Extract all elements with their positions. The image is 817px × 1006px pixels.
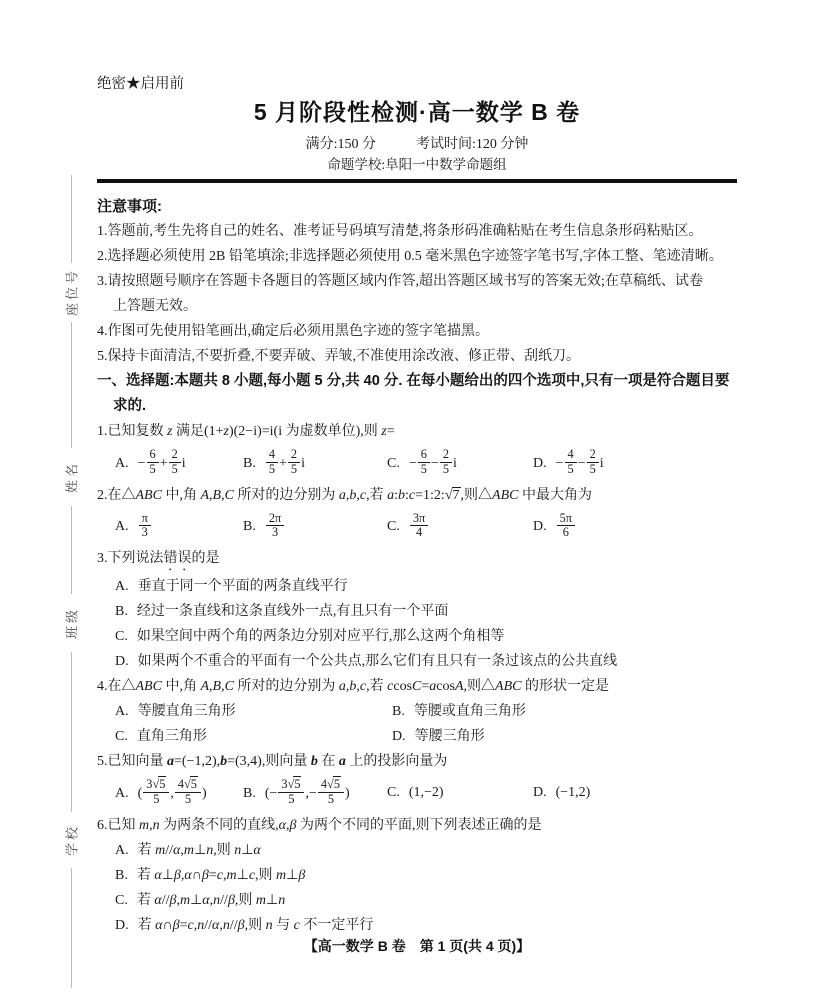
question-6-option-c: C. 若 α//β,m⊥α,n//β,则 m⊥n <box>115 892 286 908</box>
question-2-stem: 2.在△ABC 中,角 A,B,C 所对的边分别为 a,b,c,若 a:b:c=1:2:√7,则△ABC 中最大角为 <box>97 487 592 503</box>
seal-line-segment <box>71 506 72 594</box>
question-6 <box>97 813 737 938</box>
question-5-stem: 5.已知向量 a=(−1,2),b=(3,4),则向量 b 在 a 上的投影向量为 <box>97 754 448 770</box>
notice-line: 2.选择题必须使用 2B 铅笔填涂;非选择题必须使用 0.5 毫米黑色字迹签字笔书写,字体工整、笔迹清晰。 <box>97 249 723 264</box>
question-4-stem: 4.在△ABC 中,角 A,B,C 所对的边分别为 a,b,c,若 ccosC=acosA,则△ABC 的形状一定是 <box>97 679 609 695</box>
question-3-stem: 3.下列说法错误的是 <box>97 551 220 567</box>
seal-line-segment <box>71 175 72 263</box>
notice-title: 注意事项: <box>97 198 162 215</box>
paper-title: 5 月阶段性检测·高一数学 B 卷 <box>253 99 581 125</box>
seal-label-seat-number: 座位号 <box>64 267 80 317</box>
proposer-school-label: 命题学校:阜阳一中数学命题组 <box>327 157 507 172</box>
question-3-option-a: A. 垂直于同一个平面的两条直线平行 <box>115 579 348 595</box>
exam-info-row <box>97 135 737 155</box>
question-1 <box>97 419 737 483</box>
question-1-option-a: A. − $\frac{6}{5}$ + $\frac{2}{5}$ i <box>115 447 186 476</box>
question-2-option-c: C. $\frac{3\pi}{4}$ <box>387 513 533 542</box>
question-4-options <box>97 699 737 749</box>
notice-line: 3.请按照题号顺序在答题卡各题目的答题区域内作答,超出答题区域书写的答案无效;在草稿纸、试卷 <box>97 274 703 289</box>
seal-line-segment <box>71 652 72 812</box>
question-6-stem: 6.已知 m,n 为两条不同的直线,α,β 为两个不同的平面,则下列表述正确的是 <box>97 817 542 833</box>
notice-line: 4.作图可先使用铅笔画出,确定后必须用黑色字迹的签字笔描黑。 <box>97 324 489 339</box>
seal-label-school: 学校 <box>64 823 80 857</box>
question-4-option-c: C. 直角三角形 <box>115 729 207 745</box>
question-2-option-a: A. $\frac{\pi}{3}$ <box>115 513 243 542</box>
question-5-option-c: C. (1,−2) <box>387 785 444 801</box>
page-footer: 【高一数学 B 卷 第 1 页(共 4 页)】 <box>303 938 531 954</box>
question-1-option-d: D. − $\frac{4}{5}$ − $\frac{2}{5}$ i <box>533 447 604 476</box>
notice-line: 5.保持卡面清洁,不要折叠,不要弄破、弄皱,不准使用涂改液、修正带、刮纸刀。 <box>97 349 580 364</box>
question-1-option-b: B. $\frac{4}{5}$ + $\frac{2}{5}$ i <box>243 447 305 476</box>
seal-label-name: 姓名 <box>64 460 80 494</box>
question-3-option-c: C. 如果空间中两个角的两条边分别对应平行,那么这两个角相等 <box>115 629 505 645</box>
question-3 <box>97 546 737 674</box>
question-3-option-b: B. 经过一条直线和这条直线外一点,有且只有一个平面 <box>115 604 449 620</box>
question-4-option-a: A. 等腰直角三角形 <box>115 704 236 720</box>
question-6-option-b: B. 若 α⊥β,α∩β=c,m⊥c,则 m⊥β <box>115 867 306 883</box>
question-5-options <box>97 774 737 813</box>
question-4-option-b: B. 等腰或直角三角形 <box>392 704 526 720</box>
question-4 <box>97 674 737 749</box>
question-1-stem: 1.已知复数 z 满足(1+z)(2−i)=i(i 为虚数单位),则 z= <box>97 424 395 439</box>
question-6-option-d: D. 若 α∩β=c,n//α,n//β,则 n 与 c 不一定平行 <box>115 917 374 933</box>
question-2 <box>97 483 737 547</box>
security-classification-label: 绝密★启用前 <box>97 76 184 92</box>
question-5 <box>97 749 737 813</box>
header-divider <box>97 179 737 183</box>
seal-line-segment <box>71 868 72 988</box>
notice-section <box>97 194 737 369</box>
seal-label-class: 班级 <box>64 606 80 640</box>
question-2-option-b: B. $\frac{2\pi}{3}$ <box>243 513 387 542</box>
question-5-option-b: B. (− $\frac{3√5}{5}$ ,− $\frac{4√5}{5}$ ) <box>243 777 350 806</box>
exam-duration-label: 考试时间:120 分钟 <box>416 137 529 152</box>
section-heading-line: 一、选择题:本题共 8 小题,每小题 5 分,共 40 分. 在每小题给出的四个选项中,只有一项是符合题目要 <box>97 373 730 389</box>
question-2-options <box>97 508 737 547</box>
section-heading-line: 求的. <box>113 398 147 414</box>
notice-line: 1.答题前,考生先将自己的姓名、准考证号码填写清楚,将条形码准确粘贴在考生信息条形码粘贴区。 <box>97 224 703 239</box>
notice-line-continuation: 上答题无效。 <box>113 299 197 314</box>
full-score-label: 满分:150 分 <box>305 137 376 152</box>
question-6-option-a: A. 若 m//α,m⊥n,则 n⊥α <box>115 842 261 858</box>
question-5-option-a: A. ( $\frac{3√5}{5}$ , $\frac{4√5}{5}$ ) <box>115 777 207 806</box>
question-3-option-d: D. 如果两个不重合的平面有一个公共点,那么它们有且只有一条过该点的公共直线 <box>115 654 618 670</box>
question-5-option-d: D. (−1,2) <box>533 785 591 801</box>
paper-content <box>97 74 737 938</box>
section-one-heading <box>97 369 737 419</box>
question-2-option-d: D. $\frac{5\pi}{6}$ <box>533 513 737 542</box>
question-4-option-d: D. 等腰三角形 <box>392 729 485 745</box>
seal-line-segment <box>71 322 72 448</box>
question-1-options <box>97 444 737 483</box>
question-1-option-c: C. − $\frac{6}{5}$ − $\frac{2}{5}$ i <box>387 447 457 476</box>
